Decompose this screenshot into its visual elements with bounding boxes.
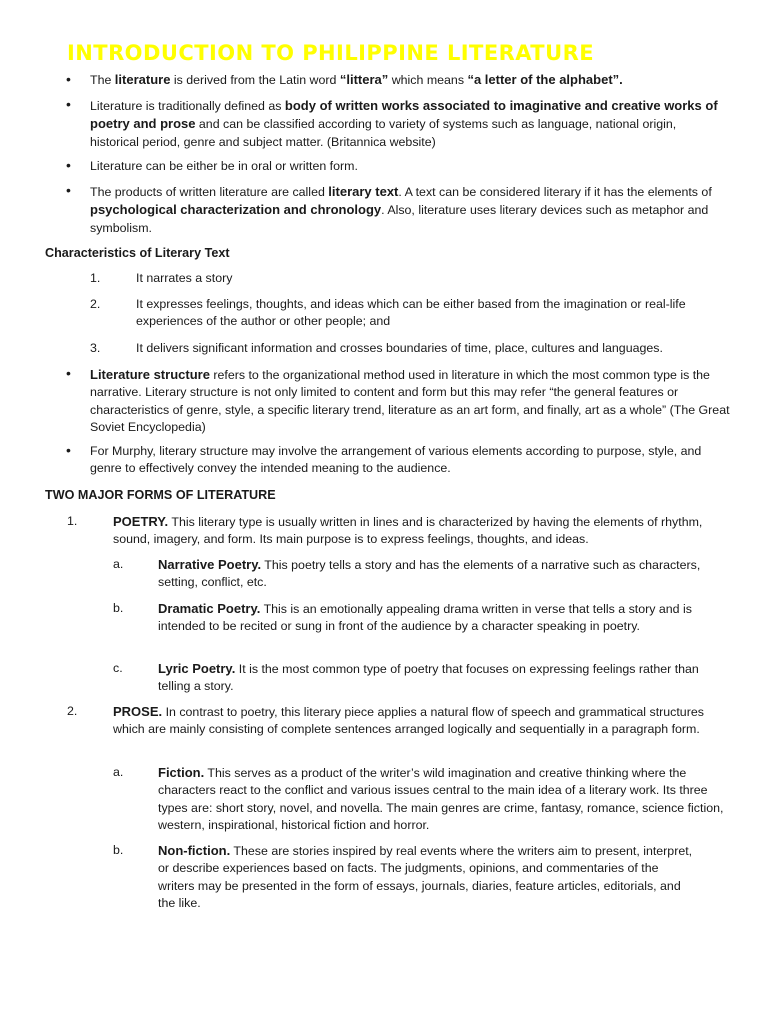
list-letter: b.: [113, 843, 124, 857]
sub-label: Non-fiction.: [158, 843, 231, 858]
sub-item: [158, 842, 693, 913]
text-run: Literature is traditionally defined as: [90, 99, 285, 113]
intro-bullet-2: [90, 97, 720, 151]
list-number: 3.: [90, 341, 101, 355]
bold-text: literary text: [328, 184, 399, 199]
list-letter: b.: [113, 601, 124, 615]
form-item-prose: [113, 703, 723, 739]
intro-bullet-3: [90, 158, 730, 175]
sub-text: It is the most common type of poetry that focuses on expressing feelings rather than telling a story.: [158, 662, 699, 694]
form-text: This literary type is usually written in lines and is characterized by having the elements of rhythm, sound, imagery, and form. Its main purpose is to express feelings, thoughts, and ideas.: [113, 515, 703, 547]
characteristics-heading: Characteristics of Literary Text: [45, 246, 230, 260]
list-number: 1.: [90, 271, 101, 285]
bullet-icon: [66, 442, 76, 460]
bullet-icon: [66, 182, 76, 200]
forms-heading: TWO MAJOR FORMS OF LITERATURE: [45, 488, 276, 502]
page-title: INTRODUCTION TO PHILIPPINE LITERATURE: [67, 41, 594, 65]
text-run: For Murphy, literary structure may involve the arrangement of various elements according to purpose, style, and genre to effectively convey the intended meaning to the audience.: [90, 444, 702, 476]
form-label: PROSE.: [113, 704, 163, 719]
list-letter: a.: [113, 765, 124, 779]
bullet-icon: [66, 96, 76, 114]
text-run: The products of written literature are called: [90, 185, 329, 199]
form-text: In contrast to poetry, this literary piece applies a natural flow of speech and grammatical structures which are mainly consisting of complete sentences arranged logically and sequentially in a paragraph form.: [113, 705, 704, 737]
sub-text: These are stories inspired by real events where the writers aim to present, interpret, or describe experiences based on facts. The judgments, opinions, and commentaries of the writers may be presented in the form of essays, journals, diaries, feature articles, editorials, and the like.: [158, 844, 693, 911]
sub-item: [158, 556, 718, 592]
text-run: and can be classified according to variety of systems such as language, national origin, historical period, genre and subject matter. (Britannica website): [90, 117, 677, 149]
structure-bullet-2: [90, 443, 730, 478]
list-number: 2.: [67, 704, 78, 718]
intro-bullet-4: [90, 183, 730, 237]
list-letter: c.: [113, 661, 123, 675]
list-number: 2.: [90, 297, 101, 311]
bold-text: body of written works associated to imaginative and creative works of poetry and prose: [90, 98, 718, 132]
text-run: . Also, literature uses literary devices such as metaphor and symbolism.: [90, 203, 709, 235]
sub-label: Lyric Poetry.: [158, 661, 236, 676]
sub-item: [158, 600, 718, 636]
bold-text: literature: [114, 72, 171, 87]
bold-text: “a letter of the alphabet”.: [467, 72, 623, 87]
text-run: The: [90, 73, 115, 87]
text-run: is derived from the Latin word: [170, 73, 340, 87]
sub-label: Dramatic Poetry.: [158, 601, 261, 616]
bold-text: Literature structure: [90, 367, 210, 382]
form-item-poetry: [113, 513, 723, 549]
text-run: Literature can be either be in oral or written form.: [90, 159, 358, 173]
sub-text: This serves as a product of the writer’s wild imagination and creative thinking where the characters react to the conflict and various issues central to the main idea of a literary work. Its three types are: short story, novel, and novella. The main genres are crime, fantasy, romance, science fiction, western, inspirational, historical fiction and horror.: [158, 766, 724, 833]
bold-text: “littera”: [339, 72, 389, 87]
characteristic-item: It expresses feelings, thoughts, and ideas which can be either based from the imagination or real-life experiences of the author or other people; and: [136, 297, 686, 329]
bold-text: psychological characterization and chronology: [90, 202, 382, 218]
list-number: 1.: [67, 514, 78, 528]
bullet-icon: [66, 365, 76, 383]
sub-label: Narrative Poetry.: [158, 557, 262, 572]
characteristic-item: It delivers significant information and crosses boundaries of time, place, cultures and languages.: [136, 341, 663, 355]
sub-item: [158, 660, 728, 696]
sub-label: Fiction.: [158, 765, 205, 780]
bullet-icon: [66, 157, 76, 175]
bullet-icon: [66, 71, 76, 89]
intro-bullet-1: [90, 71, 730, 89]
sub-text: This poetry tells a story and has the elements of a narrative such as characters, setting, conflict, etc.: [158, 558, 701, 590]
form-label: POETRY.: [113, 514, 169, 529]
text-run: . A text can be considered literary if it has the elements of: [398, 185, 712, 199]
text-run: refers to the organizational method used in literature in which the most common type is the narrative. Literary structure is not only limited to content and form but this may refer “the general features or characteristics of genre, style, a specific literary trend, literature as an art form, and finally, art as a whole” (The Great Soviet Encyclopedia): [90, 368, 730, 435]
list-letter: a.: [113, 557, 124, 571]
sub-item: [158, 764, 726, 835]
sub-text: This is an emotionally appealing drama written in verse that tells a story and is intended to be recited or sung in front of the audience by a character speaking in poetry.: [158, 602, 692, 634]
text-run: which means: [388, 73, 468, 87]
structure-bullet-1: [90, 366, 730, 437]
characteristic-item: It narrates a story: [136, 271, 233, 285]
